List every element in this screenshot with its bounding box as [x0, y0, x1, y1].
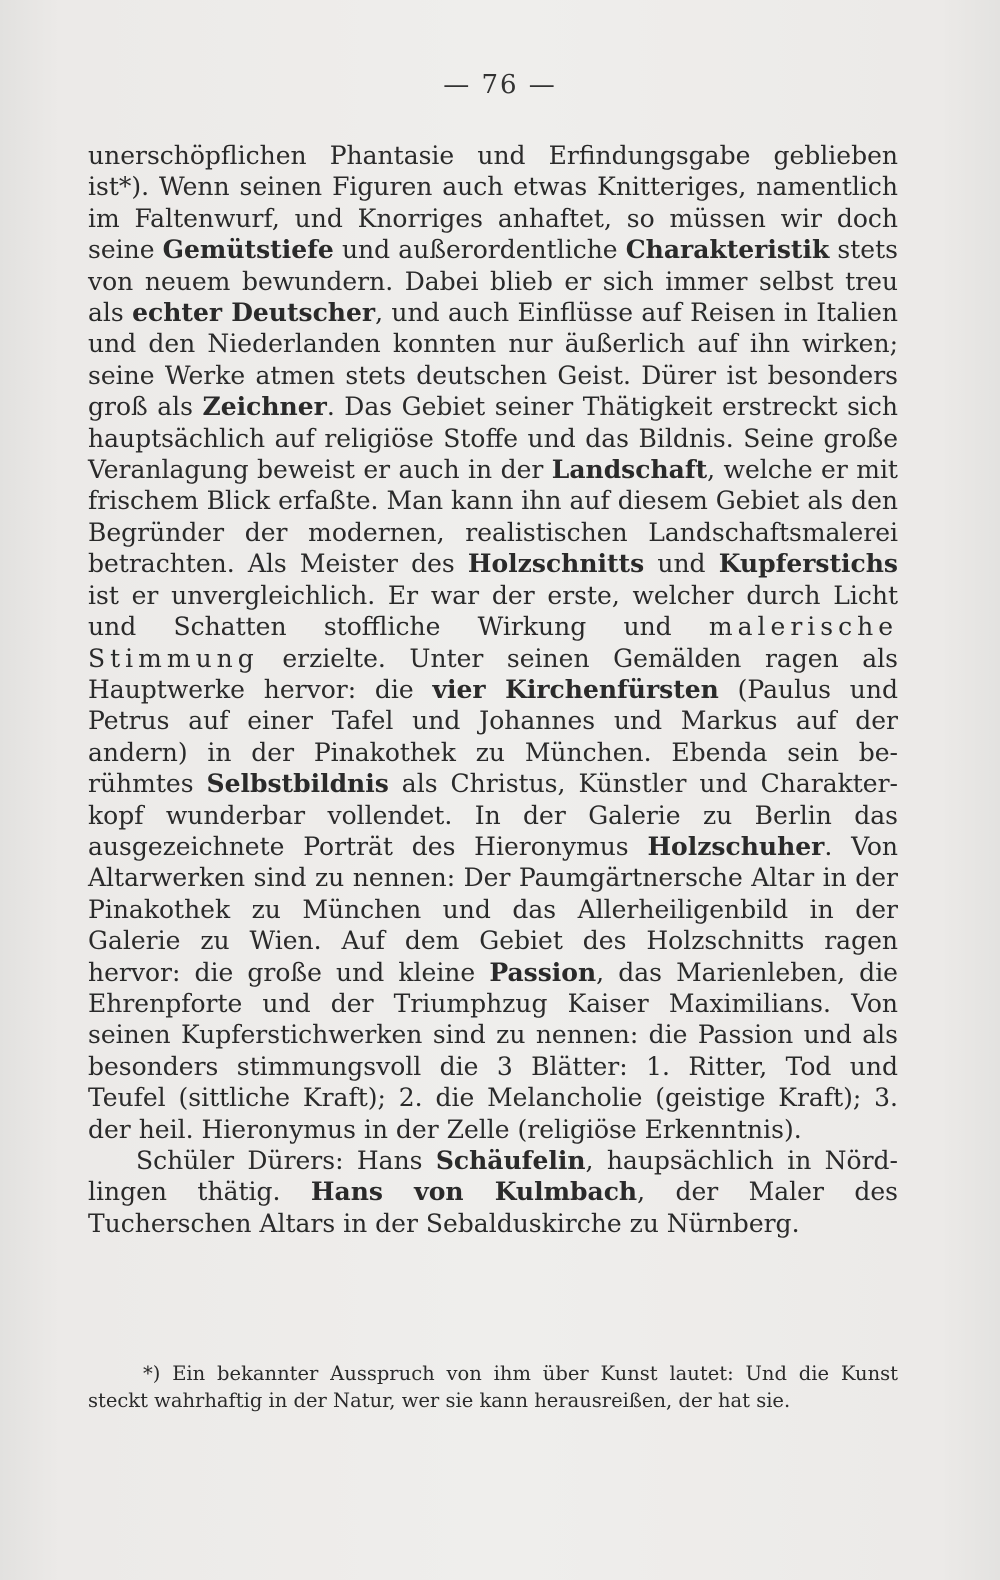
emphasized-term: Schäufelin: [435, 1146, 586, 1175]
text-run: stets von neuem bewundern. Dabei blieb er sich immer selbst treu als: [88, 235, 898, 328]
text-run: . Das Gebiet seiner Thätigkeit erstreckt sich hauptsächlich auf religiöse Stoffe und das Bildnis. Seine große Veranlagung beweist er auch in der: [88, 392, 898, 485]
text-run: , der Maler des Tucherschen Altars in der Sebalduskirche zu Nürnberg.: [88, 1177, 898, 1238]
emphasized-term: Kupferstichs: [718, 549, 898, 579]
footnote: *) Ein bekannter Ausspruch von ihm über Kunst lautet: Und die Kunst steckt wahrhaftig in der Natur, wer sie kann herausreißen, der hat sie.: [88, 1362, 898, 1412]
text-run: Schüler Dürers: Hans: [136, 1146, 436, 1175]
text-run: erzielte. Unter seinen Gemälden ragen als Hauptwerke hervor: die: [88, 643, 898, 704]
emphasized-term: Holzschuher: [647, 831, 825, 861]
text-run: , welche er mit frischem Blick erfaßte. Man kann ihn auf diesem Gebiet als den Begründer der modernen, realistischen Landschaftsmalerei betrachten. Als Meister des: [88, 455, 898, 579]
emphasized-term: Hans von Kulmbach: [310, 1177, 638, 1207]
emphasized-term: Charakteristik: [625, 235, 830, 265]
main-text: [88, 140, 898, 1239]
text-run: und außerordentliche: [333, 235, 626, 265]
text-run: unerschöpflichen Phantasie und Erfindungsgabe geblieben ist*). Wenn seinen Figuren auch etwas Knitteriges, namentlich im Faltenwurf, und Knorriges anhaftet, so müssen wir doch seine: [88, 141, 898, 265]
emphasized-term: Passion: [489, 957, 597, 987]
emphasized-term: echter Deutscher: [132, 298, 376, 328]
emphasized-term: Selbstbildnis: [206, 769, 389, 799]
emphasized-term: Landschaft: [551, 455, 708, 485]
text-run: und: [644, 549, 719, 579]
text-run: , das Marienleben, die Ehrenpforte und der Triumphzug Kaiser Maximilians. Von seinen Kupferstichwerken sind zu nennen: die Passion und als besonders stimmungsvoll die 3 Blätter: 1. Ritter, Tod und Teufel (sittliche Kraft); 2. die Melancholie (geistige Kraft); 3. der heil. Hieronymus in der Zelle (religiöse Erkenntnis).: [88, 957, 898, 1144]
emphasized-term: Gemütstiefe: [162, 235, 334, 265]
paragraph-2: [88, 1145, 898, 1239]
text-run: , haupsächlich in Nördlingen thätig.: [88, 1146, 898, 1207]
text-run: , und auch Einflüsse auf Reisen in Italien und den Niederlanden konnten nur äußerlich auf ihn wirken; seine Werke atmen stets deutschen Geist. Dürer ist besonders groß als: [88, 298, 898, 422]
emphasized-term: vier Kirchenfürsten: [432, 674, 719, 704]
emphasized-term: Zeichner: [202, 392, 327, 422]
text-run: als Christus, Künstler und Charakterkopf wunderbar vollendet. In der Galerie zu Berlin das ausgezeichnete Porträt des Hieronymus: [88, 769, 898, 861]
emphasized-term: Holzschnitts: [467, 549, 645, 579]
page-number: — 76 —: [443, 70, 557, 100]
spaced-emphasis: malerische Stimmung: [88, 612, 898, 673]
text-run: ist er unvergleichlich. Er war der erste, welcher durch Licht und Schatten stoffliche Wirkung und: [88, 580, 898, 642]
paragraph-1: [88, 140, 898, 1145]
text-run: . Von Altarwerken sind zu nennen: Der Paumgärtnersche Altar in der Pinakothek zu München und das Allerheiligenbild in der Galerie zu Wien. Auf dem Gebiet des Holzschnitts ragen hervor: die große und kleine: [88, 831, 898, 987]
text-run: (Paulus und Petrus auf einer Tafel und Johannes und Markus auf der andern) in der Pinakothek zu München. Ebenda sein berühmtes: [88, 674, 898, 799]
